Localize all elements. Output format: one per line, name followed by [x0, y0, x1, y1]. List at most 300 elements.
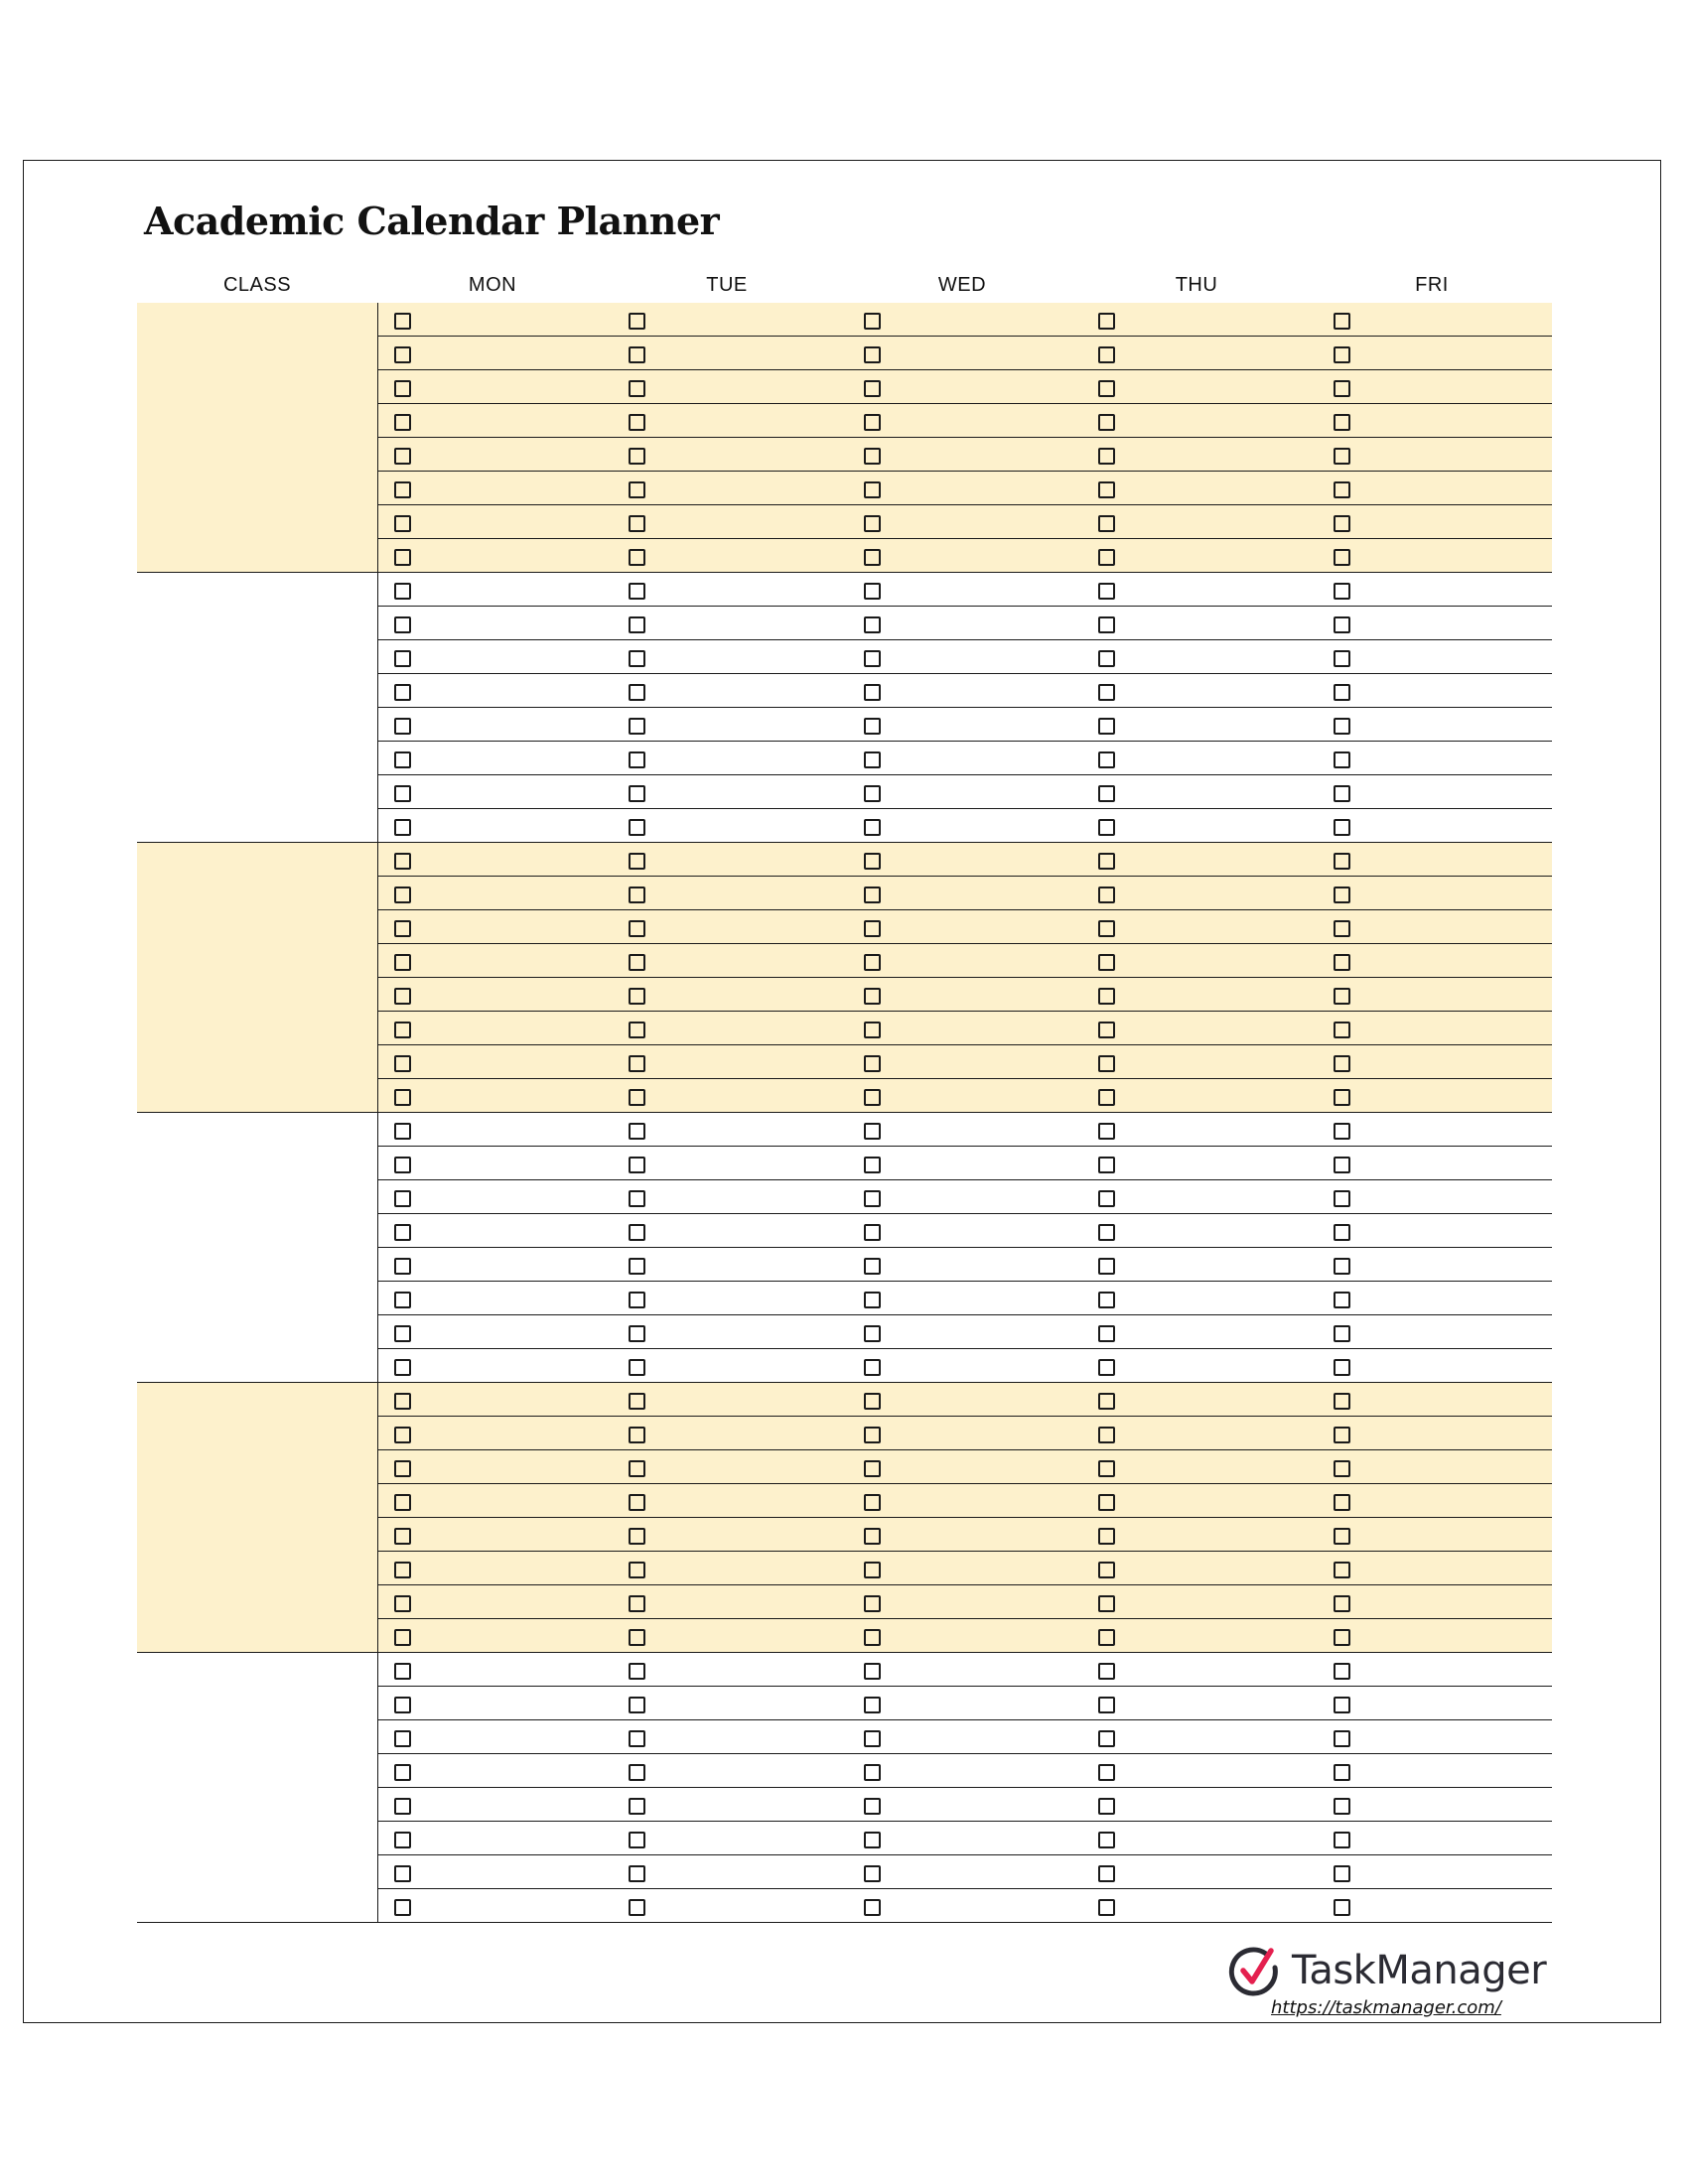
checkbox-wed[interactable]: [864, 1629, 881, 1646]
task-row: [378, 337, 1552, 370]
checkbox-thu[interactable]: [1098, 1865, 1115, 1882]
checkbox-wed[interactable]: [864, 1663, 881, 1680]
checkbox-wed[interactable]: [864, 1393, 881, 1410]
task-rows: [377, 573, 1552, 843]
brand-name: TaskManager: [1292, 1948, 1547, 1993]
task-row: [378, 303, 1552, 337]
checkbox-thu[interactable]: [1098, 448, 1115, 465]
task-row: [378, 1045, 1552, 1079]
checkbox-fri[interactable]: [1334, 549, 1350, 566]
task-row: [378, 809, 1552, 843]
checkbox-thu[interactable]: [1098, 1325, 1115, 1342]
checkbox-wed[interactable]: [864, 1595, 881, 1612]
checkbox-thu[interactable]: [1098, 549, 1115, 566]
task-row: [378, 944, 1552, 978]
checkbox-tue[interactable]: [629, 1393, 645, 1410]
checkbox-mon[interactable]: [394, 346, 411, 363]
task-row: [378, 1349, 1552, 1383]
checkbox-wed[interactable]: [864, 650, 881, 667]
checkbox-tue[interactable]: [629, 853, 645, 870]
task-row: [378, 505, 1552, 539]
checkbox-thu[interactable]: [1098, 1528, 1115, 1545]
checkbox-fri[interactable]: [1334, 1562, 1350, 1578]
checkbox-thu[interactable]: [1098, 1798, 1115, 1815]
checkbox-fri[interactable]: [1334, 718, 1350, 735]
checkbox-fri[interactable]: [1334, 1359, 1350, 1376]
task-row: [378, 1147, 1552, 1180]
checkbox-fri[interactable]: [1334, 616, 1350, 633]
checkbox-mon[interactable]: [394, 1798, 411, 1815]
checkbox-thu[interactable]: [1098, 1460, 1115, 1477]
checkbox-tue[interactable]: [629, 1359, 645, 1376]
checkbox-tue[interactable]: [629, 1832, 645, 1848]
task-row: [378, 1450, 1552, 1484]
task-row: [378, 1079, 1552, 1113]
checkbox-mon[interactable]: [394, 1055, 411, 1072]
checkbox-fri[interactable]: [1334, 1022, 1350, 1038]
checkbox-fri[interactable]: [1334, 1663, 1350, 1680]
task-row: [378, 370, 1552, 404]
checkbox-wed[interactable]: [864, 1359, 881, 1376]
checkbox-fri[interactable]: [1334, 751, 1350, 768]
checkbox-tue[interactable]: [629, 1697, 645, 1713]
checkbox-wed[interactable]: [864, 853, 881, 870]
checkbox-fri[interactable]: [1334, 1528, 1350, 1545]
checkbox-fri[interactable]: [1334, 481, 1350, 498]
header-wed: WED: [937, 274, 987, 296]
checkbox-thu[interactable]: [1098, 1595, 1115, 1612]
task-row: [378, 1518, 1552, 1552]
task-row: [378, 1012, 1552, 1045]
checkbox-wed[interactable]: [864, 515, 881, 532]
checkbox-tue[interactable]: [629, 481, 645, 498]
task-rows: [377, 1383, 1552, 1653]
checkbox-tue[interactable]: [629, 1865, 645, 1882]
checkbox-mon[interactable]: [394, 718, 411, 735]
class-name-cell[interactable]: [137, 843, 377, 1113]
checkbox-fri[interactable]: [1334, 583, 1350, 600]
checkbox-wed[interactable]: [864, 1123, 881, 1140]
checkbox-fri[interactable]: [1334, 1595, 1350, 1612]
checkbox-fri[interactable]: [1334, 1325, 1350, 1342]
checkbox-tue[interactable]: [629, 448, 645, 465]
checkbox-thu[interactable]: [1098, 1730, 1115, 1747]
checkbox-mon[interactable]: [394, 549, 411, 566]
checkbox-fri[interactable]: [1334, 448, 1350, 465]
checkbox-wed[interactable]: [864, 718, 881, 735]
checkbox-thu[interactable]: [1098, 346, 1115, 363]
checkbox-tue[interactable]: [629, 1089, 645, 1106]
checkbox-fri[interactable]: [1334, 954, 1350, 971]
checkbox-mon[interactable]: [394, 650, 411, 667]
checkbox-fri[interactable]: [1334, 1123, 1350, 1140]
checkbox-fri[interactable]: [1334, 1899, 1350, 1916]
checkbox-tue[interactable]: [629, 1258, 645, 1275]
class-block: [137, 1383, 1552, 1653]
class-name-cell[interactable]: [137, 1383, 377, 1653]
task-row: [378, 1822, 1552, 1855]
checkbox-fri[interactable]: [1334, 1258, 1350, 1275]
checkbox-mon[interactable]: [394, 1764, 411, 1781]
checkbox-wed[interactable]: [864, 1190, 881, 1207]
task-rows: [377, 843, 1552, 1113]
task-rows: [377, 1653, 1552, 1923]
checkbox-fri[interactable]: [1334, 1764, 1350, 1781]
checkbox-fri[interactable]: [1334, 414, 1350, 431]
checkbox-thu[interactable]: [1098, 481, 1115, 498]
checkbox-mon[interactable]: [394, 1190, 411, 1207]
checkbox-tue[interactable]: [629, 515, 645, 532]
checkbox-mon[interactable]: [394, 1528, 411, 1545]
checkbox-thu[interactable]: [1098, 1055, 1115, 1072]
checkbox-wed[interactable]: [864, 1258, 881, 1275]
checkbox-tue[interactable]: [629, 1022, 645, 1038]
checkbox-tue[interactable]: [629, 1123, 645, 1140]
checkbox-fri[interactable]: [1334, 1089, 1350, 1106]
task-row: [378, 1585, 1552, 1619]
checkbox-mon[interactable]: [394, 1865, 411, 1882]
checkbox-wed[interactable]: [864, 1764, 881, 1781]
checkbox-mon[interactable]: [394, 448, 411, 465]
checkbox-mon[interactable]: [394, 819, 411, 836]
checkbox-mon[interactable]: [394, 1595, 411, 1612]
checkbox-thu[interactable]: [1098, 515, 1115, 532]
checkbox-wed[interactable]: [864, 1865, 881, 1882]
checkbox-thu[interactable]: [1098, 1427, 1115, 1443]
checkbox-mon[interactable]: [394, 1562, 411, 1578]
class-block: [137, 303, 1552, 573]
checkbox-thu[interactable]: [1098, 1359, 1115, 1376]
checkbox-fri[interactable]: [1334, 988, 1350, 1005]
checkbox-mon[interactable]: [394, 1224, 411, 1241]
checkbox-wed[interactable]: [864, 1697, 881, 1713]
checkbox-mon[interactable]: [394, 1393, 411, 1410]
checkbox-thu[interactable]: [1098, 380, 1115, 397]
checkbox-wed[interactable]: [864, 1427, 881, 1443]
task-rows: [377, 303, 1552, 573]
checkbox-thu[interactable]: [1098, 920, 1115, 937]
checkbox-thu[interactable]: [1098, 1393, 1115, 1410]
checkbox-mon[interactable]: [394, 1157, 411, 1173]
checkbox-wed[interactable]: [864, 785, 881, 802]
checkbox-tue[interactable]: [629, 718, 645, 735]
checkbox-fri[interactable]: [1334, 785, 1350, 802]
checkbox-thu[interactable]: [1098, 1697, 1115, 1713]
checkbox-tue[interactable]: [629, 650, 645, 667]
task-row: [378, 1788, 1552, 1822]
checkbox-mon[interactable]: [394, 1832, 411, 1848]
checkbox-thu[interactable]: [1098, 785, 1115, 802]
checkbox-wed[interactable]: [864, 1730, 881, 1747]
checkbox-wed[interactable]: [864, 684, 881, 701]
checkbox-fri[interactable]: [1334, 1730, 1350, 1747]
task-row: [378, 1180, 1552, 1214]
checkbox-wed[interactable]: [864, 751, 881, 768]
checkbox-wed[interactable]: [864, 346, 881, 363]
class-name-cell[interactable]: [137, 1653, 377, 1923]
checkbox-tue[interactable]: [629, 684, 645, 701]
checkbox-tue[interactable]: [629, 1629, 645, 1646]
checkbox-mon[interactable]: [394, 684, 411, 701]
checkbox-wed[interactable]: [864, 1325, 881, 1342]
page-title: Academic Calendar Planner: [144, 199, 720, 243]
checkbox-tue[interactable]: [629, 1427, 645, 1443]
checkbox-thu[interactable]: [1098, 1562, 1115, 1578]
checkbox-wed[interactable]: [864, 1460, 881, 1477]
checkbox-wed[interactable]: [864, 1562, 881, 1578]
checkbox-mon[interactable]: [394, 853, 411, 870]
class-name-cell[interactable]: [137, 1113, 377, 1383]
checkbox-wed[interactable]: [864, 1055, 881, 1072]
checkbox-mon[interactable]: [394, 1427, 411, 1443]
checkbox-fri[interactable]: [1334, 1427, 1350, 1443]
checkbox-tue[interactable]: [629, 1157, 645, 1173]
checkbox-fri[interactable]: [1334, 1697, 1350, 1713]
checkbox-mon[interactable]: [394, 1494, 411, 1511]
brand-url[interactable]: https://taskmanager.com/: [1271, 1997, 1501, 2018]
task-rows: [377, 1113, 1552, 1383]
checkbox-mon[interactable]: [394, 785, 411, 802]
checkbox-wed[interactable]: [864, 1832, 881, 1848]
checkbox-mon[interactable]: [394, 988, 411, 1005]
checkbox-fri[interactable]: [1334, 313, 1350, 330]
checkbox-tue[interactable]: [629, 1190, 645, 1207]
checkbox-tue[interactable]: [629, 1899, 645, 1916]
checkbox-fri[interactable]: [1334, 1832, 1350, 1848]
task-row: [378, 1889, 1552, 1923]
checkbox-wed[interactable]: [864, 1528, 881, 1545]
checkbox-thu[interactable]: [1098, 1123, 1115, 1140]
checkbox-tue[interactable]: [629, 1562, 645, 1578]
checkbox-mon[interactable]: [394, 751, 411, 768]
checkbox-tue[interactable]: [629, 1460, 645, 1477]
checkbox-fri[interactable]: [1334, 380, 1350, 397]
checkbox-thu[interactable]: [1098, 1629, 1115, 1646]
checkbox-tue[interactable]: [629, 954, 645, 971]
checkbox-wed[interactable]: [864, 1224, 881, 1241]
checkbox-fri[interactable]: [1334, 346, 1350, 363]
checkbox-tue[interactable]: [629, 1494, 645, 1511]
header-class: CLASS: [222, 274, 292, 296]
checkbox-thu[interactable]: [1098, 1190, 1115, 1207]
checkbox-tue[interactable]: [629, 380, 645, 397]
checkbox-mon[interactable]: [394, 920, 411, 937]
task-row: [378, 1248, 1552, 1282]
checkbox-wed[interactable]: [864, 954, 881, 971]
checkbox-wed[interactable]: [864, 1089, 881, 1106]
checkbox-wed[interactable]: [864, 380, 881, 397]
checkbox-thu[interactable]: [1098, 650, 1115, 667]
checkbox-fri[interactable]: [1334, 819, 1350, 836]
checkbox-fri[interactable]: [1334, 650, 1350, 667]
checkbox-tue[interactable]: [629, 887, 645, 903]
checkbox-mon[interactable]: [394, 1460, 411, 1477]
checkbox-tue[interactable]: [629, 414, 645, 431]
checkbox-thu[interactable]: [1098, 1899, 1115, 1916]
checkbox-mon[interactable]: [394, 1022, 411, 1038]
checkbox-tue[interactable]: [629, 1764, 645, 1781]
checkbox-thu[interactable]: [1098, 1494, 1115, 1511]
checkbox-mon[interactable]: [394, 887, 411, 903]
checkbox-fri[interactable]: [1334, 1865, 1350, 1882]
checkbox-thu[interactable]: [1098, 1832, 1115, 1848]
checkbox-mon[interactable]: [394, 1123, 411, 1140]
checkbox-tue[interactable]: [629, 819, 645, 836]
checkbox-wed[interactable]: [864, 1798, 881, 1815]
header-mon: MON: [468, 274, 517, 296]
checkbox-mon[interactable]: [394, 954, 411, 971]
checkbox-thu[interactable]: [1098, 1258, 1115, 1275]
checkbox-wed[interactable]: [864, 1494, 881, 1511]
checkbox-fri[interactable]: [1334, 853, 1350, 870]
checkbox-thu[interactable]: [1098, 887, 1115, 903]
class-name-cell[interactable]: [137, 303, 377, 573]
checkbox-tue[interactable]: [629, 549, 645, 566]
task-row: [378, 877, 1552, 910]
checkbox-thu[interactable]: [1098, 313, 1115, 330]
checkbox-thu[interactable]: [1098, 853, 1115, 870]
checkbox-tue[interactable]: [629, 988, 645, 1005]
checkbox-thu[interactable]: [1098, 684, 1115, 701]
checkbox-wed[interactable]: [864, 549, 881, 566]
checkbox-tue[interactable]: [629, 1595, 645, 1612]
task-row: [378, 472, 1552, 505]
checkbox-tue[interactable]: [629, 1730, 645, 1747]
task-row: [378, 1754, 1552, 1788]
checkbox-mon[interactable]: [394, 481, 411, 498]
checkbox-wed[interactable]: [864, 819, 881, 836]
checkbox-fri[interactable]: [1334, 515, 1350, 532]
checkbox-mon[interactable]: [394, 1258, 411, 1275]
checkbox-wed[interactable]: [864, 988, 881, 1005]
checkbox-tue[interactable]: [629, 1663, 645, 1680]
checkbox-mon[interactable]: [394, 1629, 411, 1646]
checkbox-tue[interactable]: [629, 583, 645, 600]
checkbox-thu[interactable]: [1098, 988, 1115, 1005]
checkbox-wed[interactable]: [864, 1292, 881, 1308]
class-block: [137, 1113, 1552, 1383]
checkbox-fri[interactable]: [1334, 1055, 1350, 1072]
task-row: [378, 1484, 1552, 1518]
checkbox-fri[interactable]: [1334, 1157, 1350, 1173]
checkbox-mon[interactable]: [394, 414, 411, 431]
task-row: [378, 1855, 1552, 1889]
checkbox-thu[interactable]: [1098, 751, 1115, 768]
checkbox-thu[interactable]: [1098, 616, 1115, 633]
checkbox-tue[interactable]: [629, 1798, 645, 1815]
checkbox-mon[interactable]: [394, 616, 411, 633]
checkbox-fri[interactable]: [1334, 1494, 1350, 1511]
checkbox-mon[interactable]: [394, 313, 411, 330]
checkbox-mon[interactable]: [394, 1730, 411, 1747]
checkbox-tue[interactable]: [629, 1325, 645, 1342]
checkbox-wed[interactable]: [864, 887, 881, 903]
checkbox-fri[interactable]: [1334, 920, 1350, 937]
checkbox-mon[interactable]: [394, 583, 411, 600]
checkbox-fri[interactable]: [1334, 1460, 1350, 1477]
checkbox-fri[interactable]: [1334, 1190, 1350, 1207]
task-row: [378, 573, 1552, 607]
checkbox-wed[interactable]: [864, 1899, 881, 1916]
checkbox-thu[interactable]: [1098, 1663, 1115, 1680]
checkbox-thu[interactable]: [1098, 1764, 1115, 1781]
checkbox-mon[interactable]: [394, 1325, 411, 1342]
class-name-cell[interactable]: [137, 573, 377, 843]
task-row: [378, 910, 1552, 944]
class-block: [137, 573, 1552, 843]
checkbox-tue[interactable]: [629, 346, 645, 363]
checkbox-wed[interactable]: [864, 1022, 881, 1038]
checkbox-tue[interactable]: [629, 785, 645, 802]
checkbox-tue[interactable]: [629, 1055, 645, 1072]
checkbox-thu[interactable]: [1098, 1089, 1115, 1106]
checkbox-thu[interactable]: [1098, 1292, 1115, 1308]
checkbox-mon[interactable]: [394, 1663, 411, 1680]
checkbox-fri[interactable]: [1334, 1224, 1350, 1241]
task-row: [378, 1552, 1552, 1585]
checkbox-thu[interactable]: [1098, 1224, 1115, 1241]
checkbox-fri[interactable]: [1334, 1393, 1350, 1410]
checkbox-wed[interactable]: [864, 481, 881, 498]
checkbox-mon[interactable]: [394, 1899, 411, 1916]
checkbox-tue[interactable]: [629, 1528, 645, 1545]
checkbox-tue[interactable]: [629, 920, 645, 937]
checkbox-mon[interactable]: [394, 1359, 411, 1376]
checkbox-tue[interactable]: [629, 751, 645, 768]
checkbox-thu[interactable]: [1098, 1157, 1115, 1173]
checkbox-wed[interactable]: [864, 583, 881, 600]
checkbox-fri[interactable]: [1334, 684, 1350, 701]
task-row: [378, 1720, 1552, 1754]
checkbox-tue[interactable]: [629, 1292, 645, 1308]
checkbox-fri[interactable]: [1334, 1629, 1350, 1646]
checkbox-thu[interactable]: [1098, 954, 1115, 971]
checkbox-wed[interactable]: [864, 448, 881, 465]
checkbox-fri[interactable]: [1334, 1292, 1350, 1308]
checkbox-fri[interactable]: [1334, 1798, 1350, 1815]
checkbox-thu[interactable]: [1098, 819, 1115, 836]
checkbox-tue[interactable]: [629, 1224, 645, 1241]
checkbox-wed[interactable]: [864, 920, 881, 937]
task-row: [378, 674, 1552, 708]
checkbox-wed[interactable]: [864, 414, 881, 431]
checkbox-mon[interactable]: [394, 1089, 411, 1106]
task-row: [378, 1113, 1552, 1147]
checkbox-wed[interactable]: [864, 1157, 881, 1173]
checkbox-mon[interactable]: [394, 1292, 411, 1308]
class-block: [137, 1653, 1552, 1923]
checkbox-thu[interactable]: [1098, 718, 1115, 735]
task-row: [378, 1315, 1552, 1349]
checkbox-mon[interactable]: [394, 1697, 411, 1713]
task-row: [378, 1619, 1552, 1653]
checkbox-wed[interactable]: [864, 616, 881, 633]
task-row: [378, 539, 1552, 573]
checkbox-thu[interactable]: [1098, 1022, 1115, 1038]
checkbox-fri[interactable]: [1334, 887, 1350, 903]
checkmark-circle-icon: [1226, 1944, 1282, 1999]
checkbox-wed[interactable]: [864, 313, 881, 330]
task-row: [378, 1417, 1552, 1450]
task-row: [378, 1653, 1552, 1687]
checkbox-tue[interactable]: [629, 616, 645, 633]
header-fri: FRI: [1415, 274, 1449, 296]
checkbox-mon[interactable]: [394, 380, 411, 397]
checkbox-tue[interactable]: [629, 313, 645, 330]
checkbox-mon[interactable]: [394, 515, 411, 532]
checkbox-thu[interactable]: [1098, 414, 1115, 431]
checkbox-thu[interactable]: [1098, 583, 1115, 600]
